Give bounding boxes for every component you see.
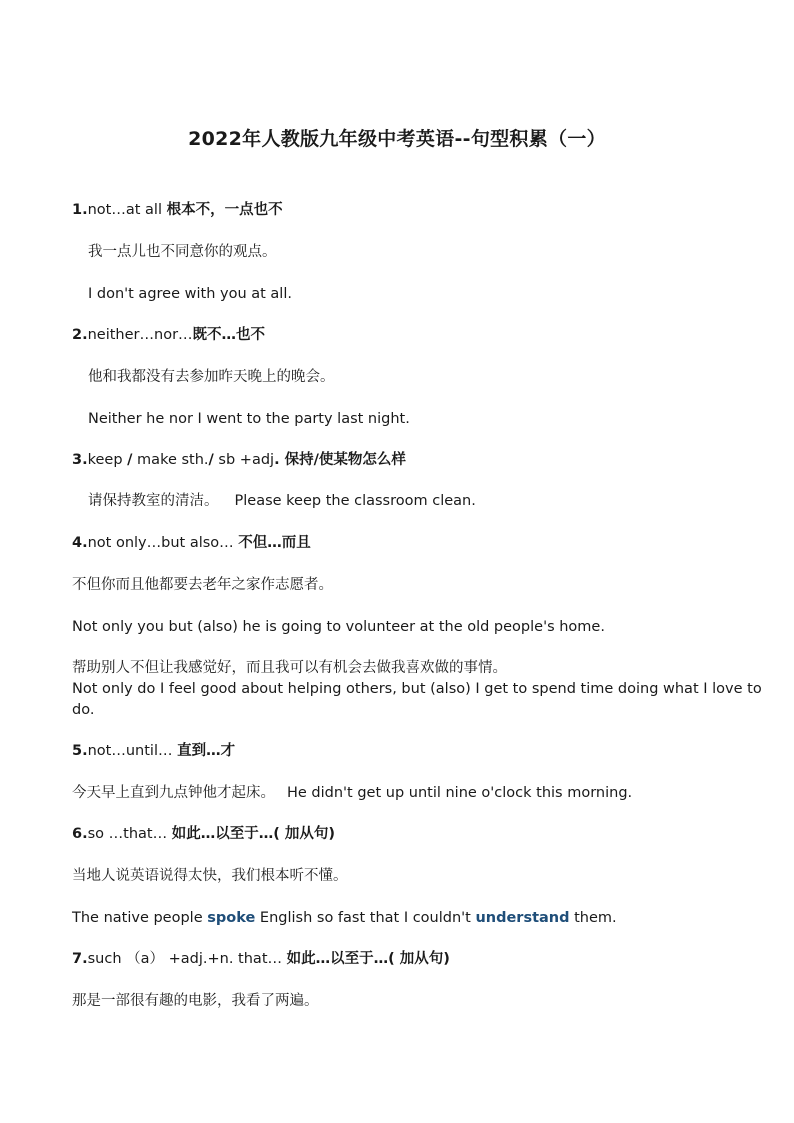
item-pattern: neither…nor… (87, 327, 193, 343)
dot: . (274, 452, 285, 468)
item-3-english-example: Please keep the classroom clean. (234, 493, 476, 509)
item-meaning: 既不…也不 (192, 327, 266, 343)
item-meaning: 根本不，一点也不 (166, 202, 283, 218)
item-2-heading (72, 325, 265, 346)
item-number: 6. (72, 826, 88, 842)
sentence-part: English so fast that I couldn't (255, 910, 476, 926)
item-3-example (88, 491, 476, 512)
item-number: 4. (72, 535, 88, 551)
item-pattern: not only…but also… (87, 535, 239, 551)
item-pattern: so …that… (87, 826, 172, 842)
item-1-english-example: I don't agree with you at all. (88, 286, 292, 302)
slash: / (127, 452, 133, 468)
item-number: 2. (72, 327, 88, 343)
item-7-heading (72, 949, 450, 970)
item-5-example (72, 783, 632, 804)
item-3-chinese-example: 请保持教室的清洁。 (88, 493, 219, 509)
item-5-heading (72, 741, 235, 762)
highlighted-word-understand: understand (475, 910, 570, 926)
highlighted-word-spoke: spoke (207, 910, 256, 926)
item-meaning: 直到…才 (177, 743, 236, 759)
item-4-heading (72, 533, 311, 554)
item-3-heading (72, 450, 406, 471)
item-meaning: 如此…以至于…( 加从句) (286, 951, 450, 967)
item-meaning: 保持/使某物怎么样 (284, 452, 406, 468)
page-title: 2022年人教版九年级中考英语--句型积累（一） (188, 128, 606, 150)
item-pattern-part: keep (87, 452, 128, 468)
item-5-chinese-example: 今天早上直到九点钟他才起床。 (72, 785, 275, 801)
item-6-english-example (72, 908, 617, 929)
item-pattern-part: sb +adj (213, 452, 275, 468)
item-meaning: 不但…而且 (238, 535, 311, 551)
slash: / (208, 452, 214, 468)
item-7-chinese-example: 那是一部很有趣的电影，我看了两遍。 (72, 993, 319, 1009)
item-4-chinese-example-2: 帮助别人不但让我感觉好，而且我可以有机会去做我喜欢做的事情。 (72, 660, 507, 676)
item-4-chinese-example-1: 不但你而且他都要去老年之家作志愿者。 (72, 577, 333, 593)
item-4-english-example-2: Not only do I feel good about helping others, but (also) I get to spend time doing what I love to do. (72, 681, 762, 718)
item-1-heading (72, 200, 283, 221)
item-2-english-example: Neither he nor I went to the party last night. (88, 411, 410, 427)
sentence-part: The native people (72, 910, 208, 926)
item-pattern: such （a） +adj.+n. that… (87, 951, 287, 967)
item-6-heading (72, 824, 335, 845)
item-6-chinese-example: 当地人说英语说得太快，我们根本听不懂。 (72, 868, 348, 884)
sentence-part: them. (569, 910, 617, 926)
item-pattern-part: make sth. (132, 452, 209, 468)
item-number: 3. (72, 452, 88, 468)
item-number: 7. (72, 951, 88, 967)
item-2-chinese-example: 他和我都没有去参加昨天晚上的晚会。 (88, 369, 335, 385)
item-1-chinese-example: 我一点儿也不同意你的观点。 (88, 244, 277, 260)
item-pattern: not…at all (87, 202, 167, 218)
item-pattern: not…until… (87, 743, 178, 759)
item-5-english-example: He didn't get up until nine o'clock this morning. (287, 785, 633, 801)
item-4-english-example-1: Not only you but (also) he is going to volunteer at the old people's home. (72, 619, 605, 635)
item-number: 1. (72, 202, 88, 218)
item-meaning: 如此…以至于…( 加从句) (171, 826, 336, 842)
item-number: 5. (72, 743, 88, 759)
